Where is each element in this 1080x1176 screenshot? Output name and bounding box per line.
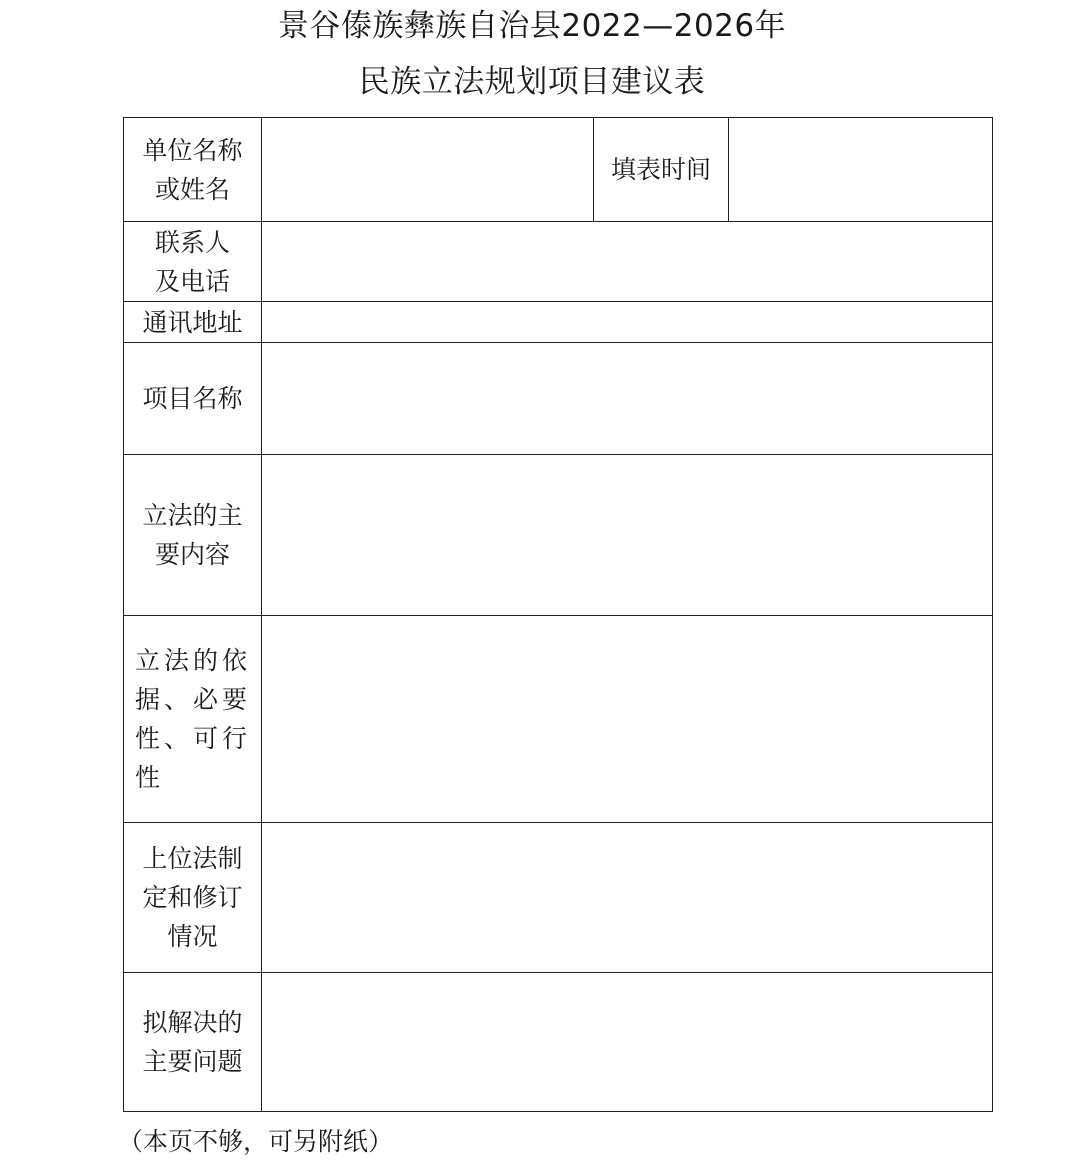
basis-label-line4: 性 [135, 763, 165, 792]
row-main-content [124, 455, 993, 616]
superior-law-label-line1: 上位法制 [142, 844, 243, 873]
superior-law-label [124, 823, 262, 973]
main-content-label-line2: 要内容 [154, 540, 230, 569]
problems-label [124, 973, 262, 1112]
proposal-form-table [123, 117, 993, 1112]
contact-label [124, 222, 262, 302]
superior-law-label-line2: 定和修订 [142, 883, 243, 912]
superior-law-label-line3: 情况 [167, 922, 218, 951]
fill-time-label-text: 填表时间 [610, 155, 711, 184]
problems-label-line1: 拟解决的 [142, 1008, 243, 1037]
basis-label-line3: 性、可行 [135, 724, 252, 753]
unit-name-label-line1: 单位名称 [142, 135, 243, 165]
row-unit-name [124, 118, 993, 222]
problems-field[interactable] [262, 973, 993, 1112]
row-basis [124, 616, 993, 823]
main-content-field[interactable] [262, 455, 993, 616]
contact-label-line1: 联系人 [154, 227, 230, 257]
basis-field[interactable] [262, 616, 993, 823]
basis-label-line2: 据、必要 [135, 685, 252, 714]
unit-name-label-line2: 或姓名 [154, 174, 230, 204]
row-project-name [124, 343, 993, 455]
superior-law-field[interactable] [262, 823, 993, 973]
project-name-field[interactable] [262, 343, 993, 455]
row-superior-law [124, 823, 993, 973]
contact-label-line2: 及电话 [154, 266, 230, 296]
footer-note: （本页不够，可另附纸） [118, 1127, 394, 1156]
contact-field[interactable] [262, 222, 993, 302]
row-problems [124, 973, 993, 1112]
fill-time-field[interactable] [729, 118, 993, 222]
main-content-label-line1: 立法的主 [142, 501, 243, 530]
address-field[interactable] [262, 302, 993, 343]
fill-time-label [594, 118, 729, 222]
basis-label-line1: 立法的依 [135, 646, 252, 675]
row-contact [124, 222, 993, 302]
address-label [124, 302, 262, 343]
project-name-label-text: 项目名称 [142, 384, 243, 413]
row-address [124, 302, 993, 343]
problems-label-line2: 主要问题 [142, 1047, 243, 1076]
main-content-label [124, 455, 262, 616]
form-title-line1: 景谷傣族彝族自治县2022—2026年 [277, 8, 787, 44]
unit-name-field[interactable] [262, 118, 594, 222]
unit-name-label [124, 118, 262, 222]
basis-label [124, 616, 262, 823]
address-label-text: 通讯地址 [142, 307, 243, 337]
project-name-label [124, 343, 262, 455]
form-title-line2: 民族立法规划项目建议表 [358, 64, 706, 100]
